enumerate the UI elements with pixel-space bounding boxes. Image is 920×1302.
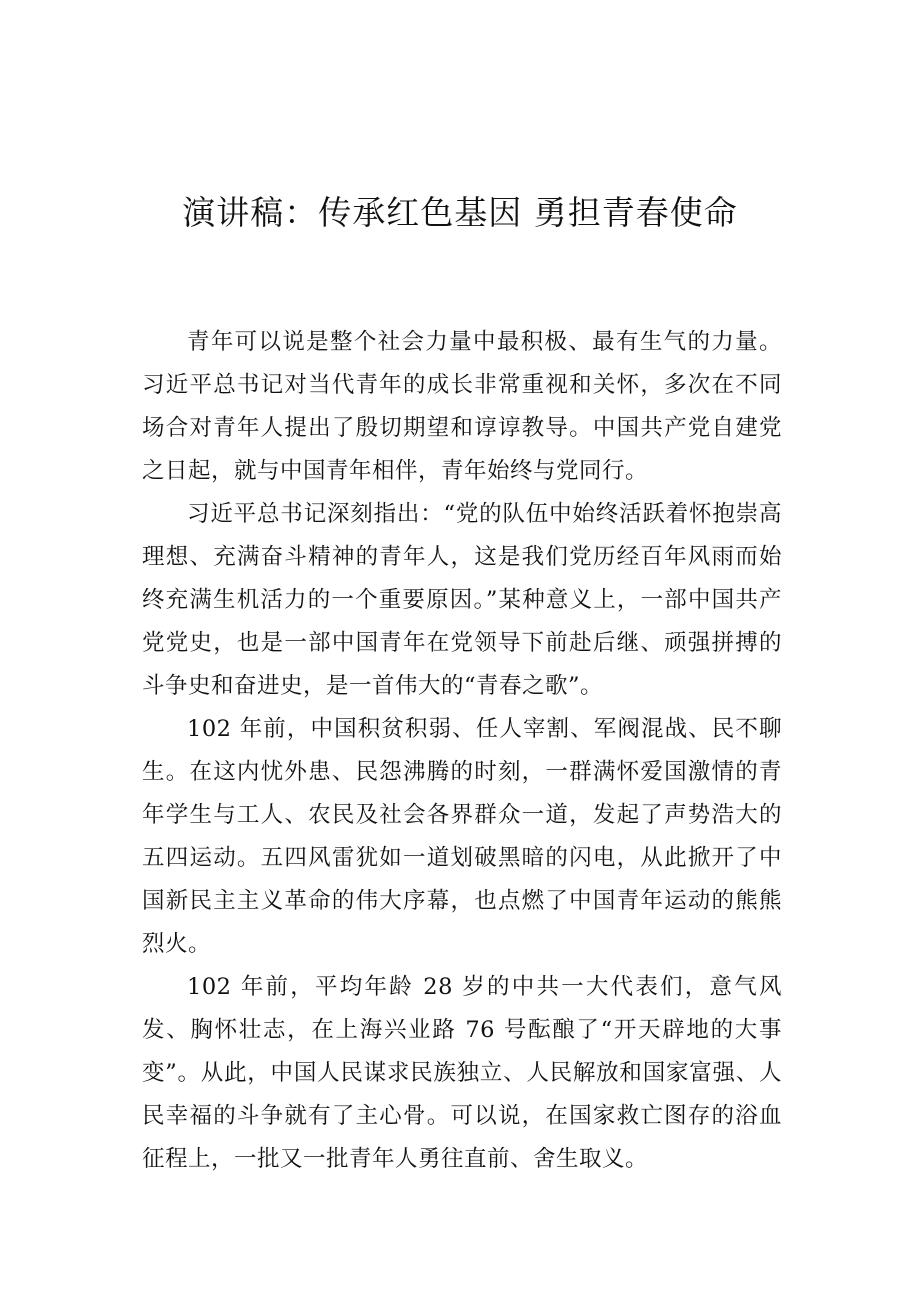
document-body xyxy=(142,321,782,1181)
paragraph-2: 习近平总书记深刻指出：“党的队伍中始终活跃着怀抱崇高理想、充满奋斗精神的青年人，这是我们党历经百年风雨而始终充满生机活力的一个重要原因。”某种意义上，一部中国共产党党史，也是一部中国青年在党领导下前赴后继、顽强拼搏的斗争史和奋进史，是一首伟大的“青春之歌”。 xyxy=(142,501,782,699)
paragraph-3: 102 年前，中国积贫积弱、任人宰割、军阀混战、民不聊生。在这内忧外患、民怨沸腾的时刻，一群满怀爱国激情的青年学生与工人、农民及社会各界群众一道，发起了声势浩大的五四运动。五四风雷犹如一道划破黑暗的闪电，从此掀开了中国新民主主义革命的伟大序幕，也点燃了中国青年运动的熊熊烈火。 xyxy=(142,716,782,957)
document-title: 演讲稿：传承红色基因 勇担青春使命 xyxy=(182,193,738,232)
paragraph-1: 青年可以说是整个社会力量中最积极、最有生气的力量。习近平总书记对当代青年的成长非常重视和关怀，多次在不同场合对青年人提出了殷切期望和谆谆教导。中国共产党自建党之日起，就与中国青年相伴，青年始终与党同行。 xyxy=(142,329,782,484)
paragraph-4: 102 年前，平均年龄 28 岁的中共一大代表们，意气风发、胸怀壮志，在上海兴业路 76 号酝酿了“开天辟地的大事变”。从此，中国人民谋求民族独立、人民解放和国家富强、人民幸福的斗争就有了主心骨。可以说，在国家救亡图存的浴血征程上，一批又一批青年人勇往直前、舍生取义。 xyxy=(142,974,782,1172)
